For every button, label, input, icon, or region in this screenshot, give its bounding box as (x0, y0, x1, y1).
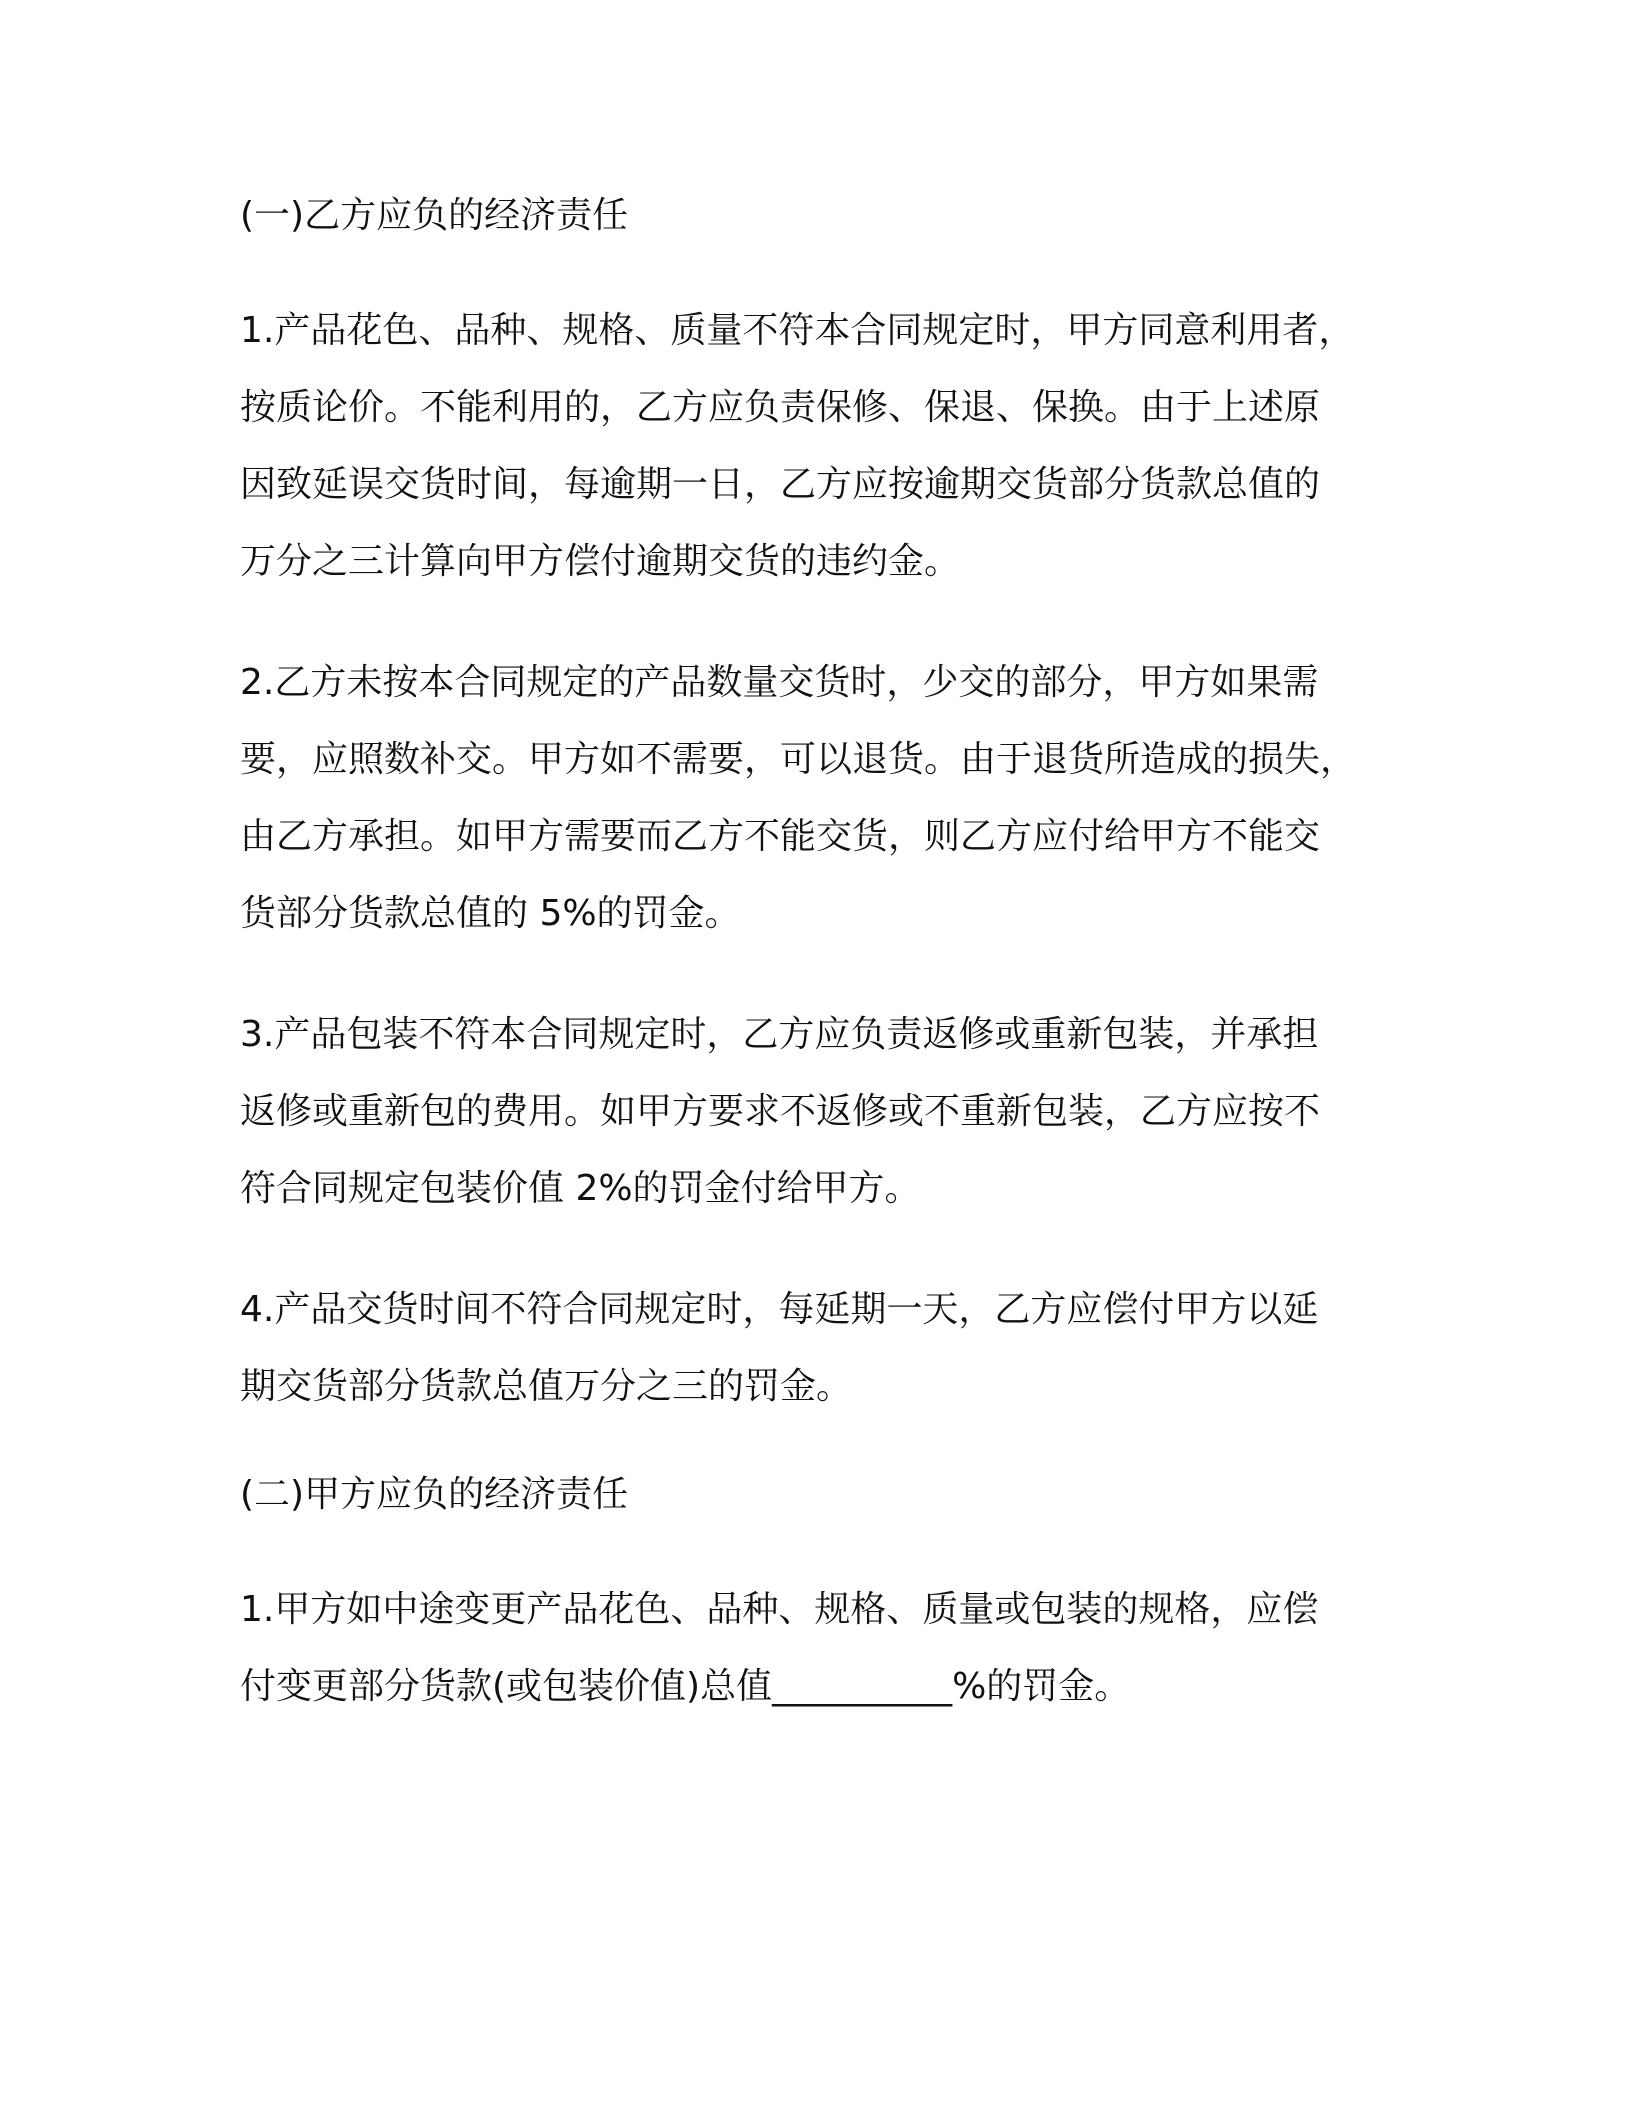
paragraph-line: 要，应照数补交。甲方如不需要，可以退货。由于退货所造成的损失， (240, 739, 1357, 780)
paragraph-line: 1.甲方如中途变更产品花色、品种、规格、质量或包装的规格，应偿 (240, 1589, 1319, 1630)
paragraph-line: 3.产品包装不符本合同规定时，乙方应负责返修或重新包装，并承担 (240, 1014, 1319, 1055)
clause-1-4 (240, 1271, 1400, 1425)
section-heading-2: (二)甲方应负的经济责任 (240, 1474, 629, 1515)
paragraph-line: 符合同规定包装价值 2%的罚金付给甲方。 (240, 1168, 921, 1209)
clause-1-2 (240, 644, 1400, 952)
clause-2-1 (240, 1571, 1400, 1725)
paragraph-line: 4.产品交货时间不符合同规定时，每延期一天，乙方应偿付甲方以延 (240, 1289, 1319, 1330)
clause-1-3 (240, 996, 1400, 1227)
document-page (240, 190, 1400, 1769)
paragraph-line: 返修或重新包的费用。如甲方要求不返修或不重新包装，乙方应按不 (240, 1091, 1321, 1132)
paragraph-line: 货部分货款总值的 5%的罚金。 (240, 893, 741, 934)
paragraph-line: 付变更部分货款(或包装价值)总值__________%的罚金。 (240, 1666, 1131, 1707)
paragraph-line: 按质论价。不能利用的，乙方应负责保修、保退、保换。由于上述原 (240, 387, 1321, 428)
paragraph-line: 万分之三计算向甲方偿付逾期交货的违约金。 (240, 541, 961, 582)
paragraph-line: 2.乙方未按本合同规定的产品数量交货时，少交的部分，甲方如果需 (240, 662, 1319, 703)
paragraph-line: 1.产品花色、品种、规格、质量不符本合同规定时，甲方同意利用者， (240, 310, 1355, 351)
section-heading-1: (一)乙方应负的经济责任 (240, 195, 629, 236)
paragraph-line: 由乙方承担。如甲方需要而乙方不能交货，则乙方应付给甲方不能交 (240, 816, 1321, 857)
paragraph-line: 因致延误交货时间，每逾期一日，乙方应按逾期交货部分货款总值的 (240, 464, 1321, 505)
paragraph-line: 期交货部分货款总值万分之三的罚金。 (240, 1366, 853, 1407)
clause-1-1 (240, 292, 1400, 600)
